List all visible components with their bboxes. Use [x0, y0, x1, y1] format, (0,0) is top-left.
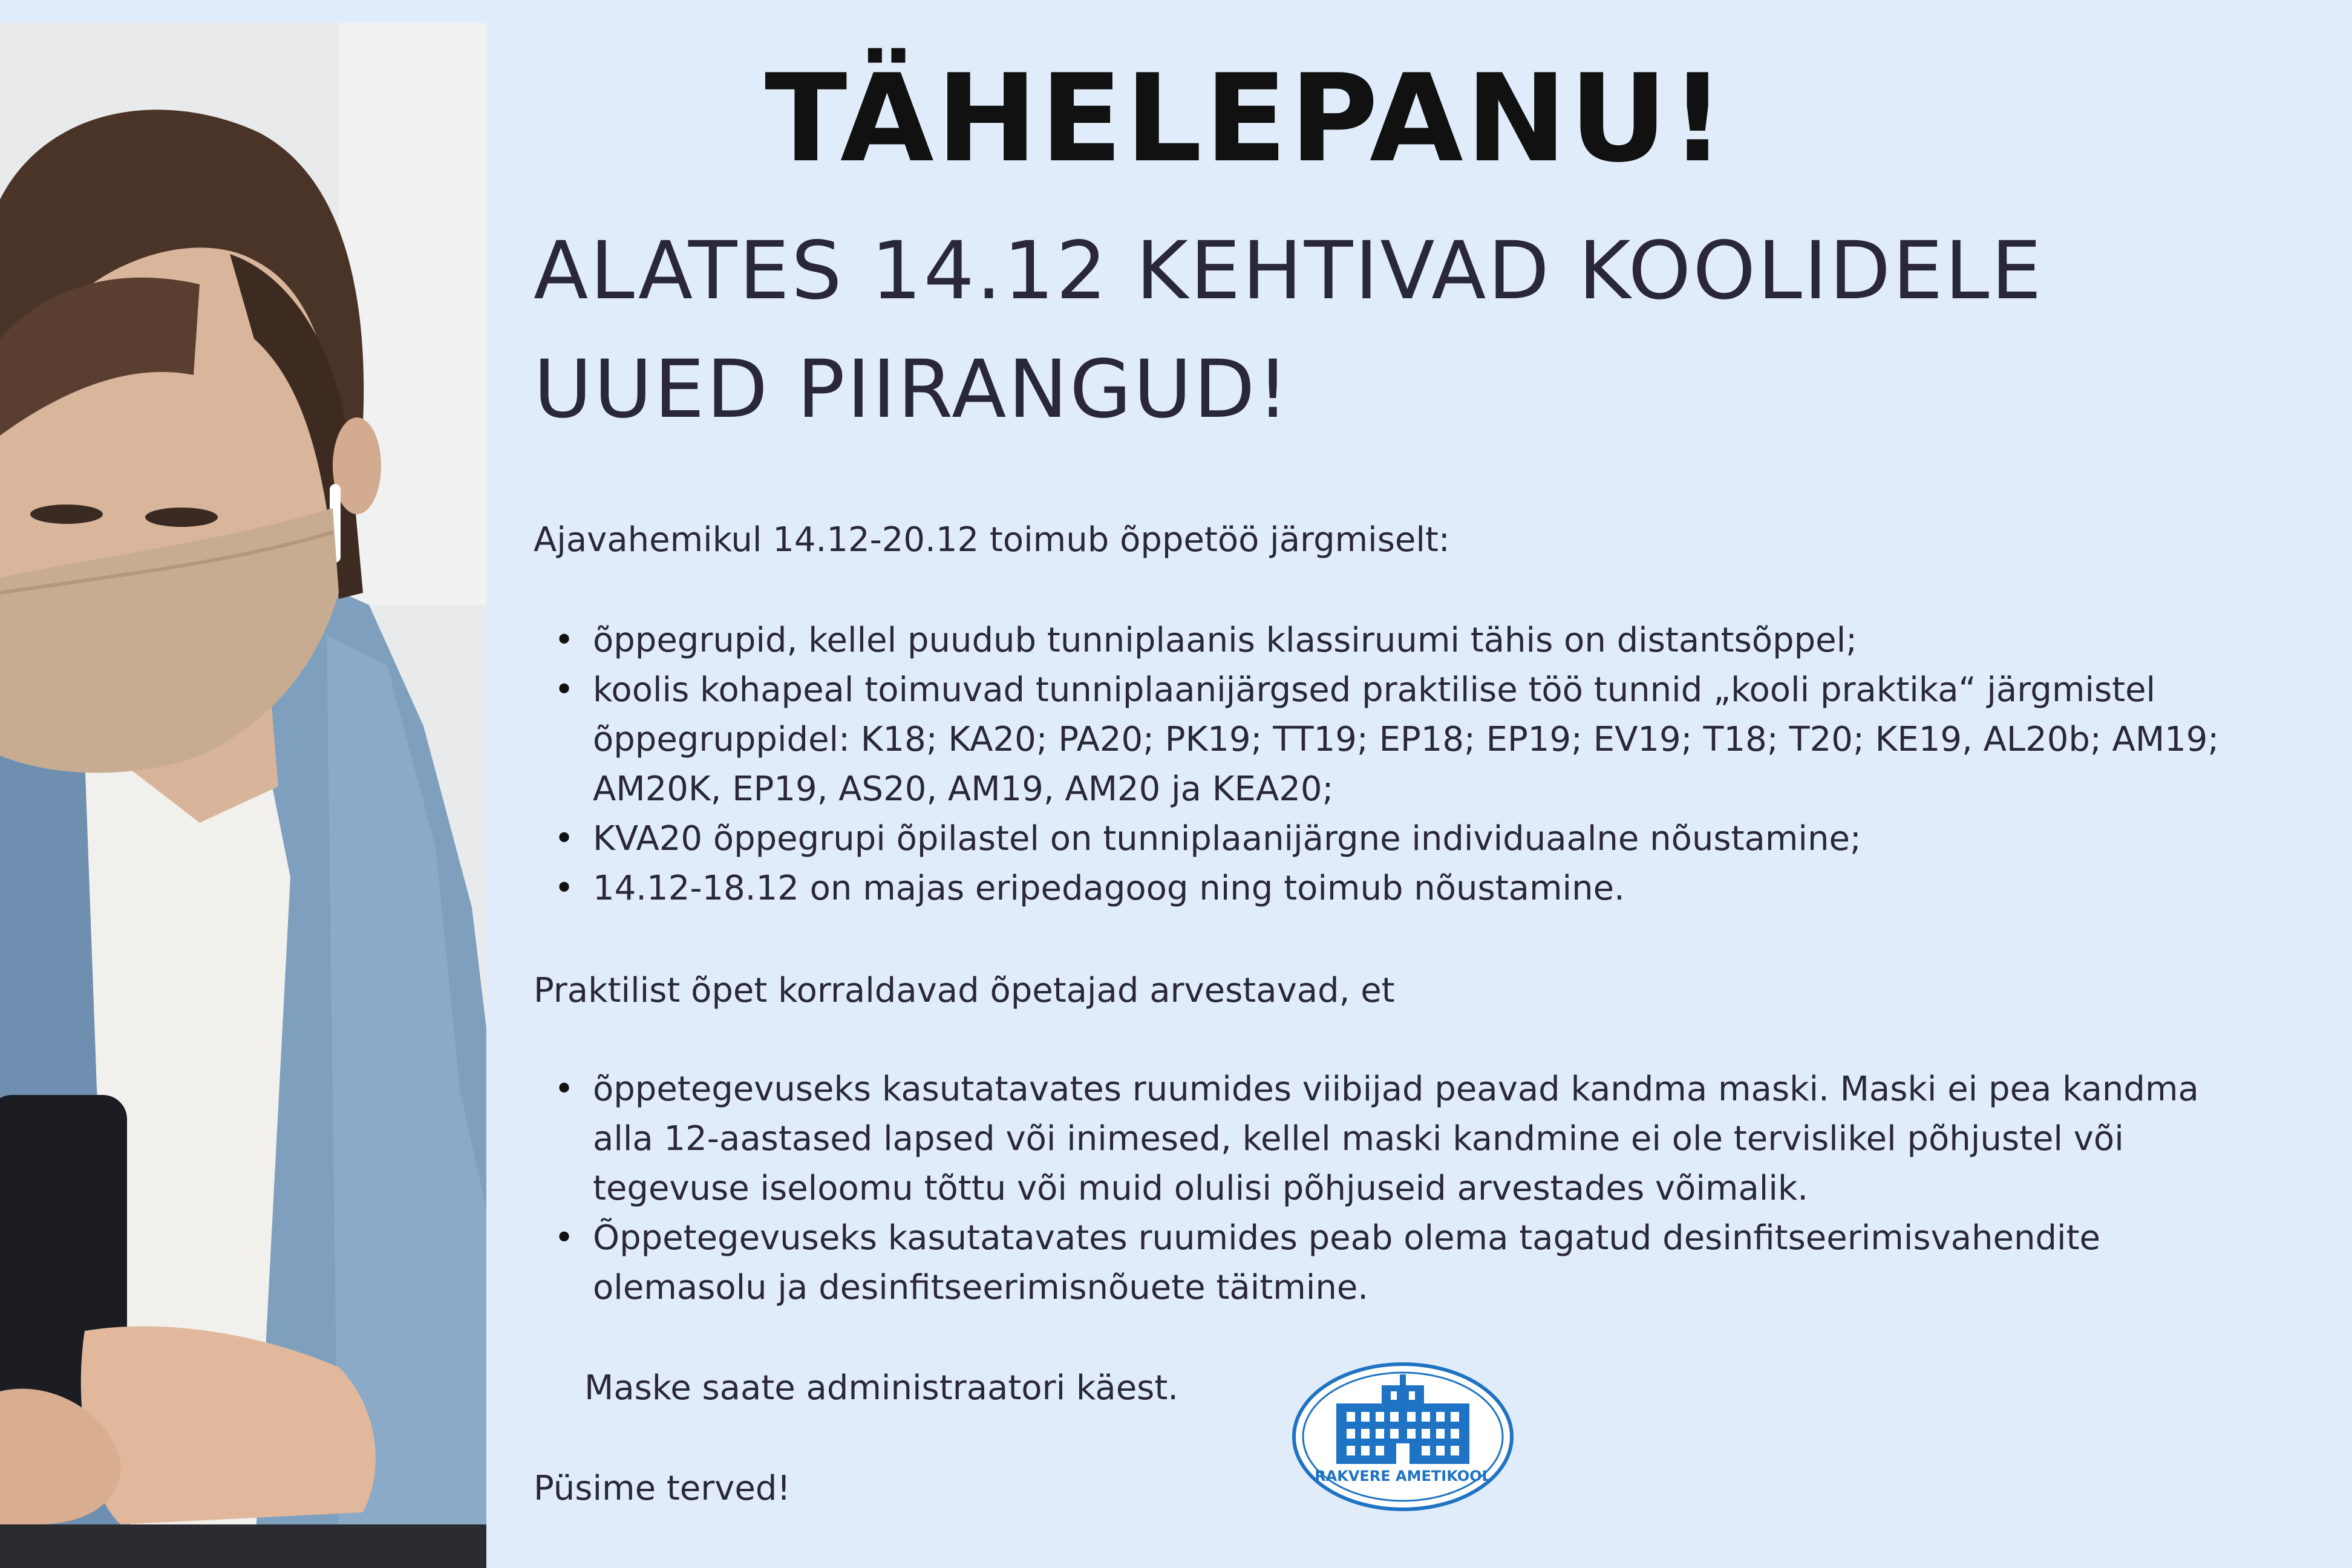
logo-text: RAKVERE AMETIKOOL [1315, 1468, 1491, 1485]
person-with-mask-photo [0, 0, 486, 1568]
rakvere-ametikool-logo [1291, 1361, 1515, 1512]
announcement-subtitle: ALATES 14.12 KEHTIVAD KOOLIDELE UUED PIIRANGUD! [534, 224, 2043, 436]
page-title: TÄHELEPANU! [765, 48, 1728, 189]
study-arrangement-list [534, 616, 2264, 913]
mask-note: Maske saate administraatori käest. [584, 1368, 1179, 1408]
school-logo [1291, 1361, 1515, 1512]
list-item: • 14.12-18.12 on majas eripedagoog ning toimub nõustamine. [534, 864, 2264, 913]
practical-intro-text: Praktilist õpet korraldavad õpetajad arvestavad, et [534, 971, 1395, 1010]
photo-illustration [0, 0, 486, 1568]
intro-text: Ajavahemikul 14.12-20.12 toimub õppetöö järgmiselt: [534, 520, 1450, 560]
list-item: • KVA20 õppegrupi õpilastel on tunniplaanijärgne individuaalne nõustamine; [534, 814, 2264, 864]
announcement-content [486, 0, 2352, 1568]
closing-text: Püsime terved! [534, 1469, 791, 1508]
list-item: • koolis kohapeal toimuvad tunniplaanijärgsed praktilise töö tunnid „kooli praktika“ järgmistel õppegruppidel: K18; KA20; PA20; PK19; TT19; EP18; EP19; EV19; T18; T20; KE19, AL20b; AM19; AM20K, EP19, AS20, AM19, AM20 ja KEA20; [534, 665, 2264, 814]
practical-rules-list [534, 1065, 2264, 1313]
list-item: • õppegrupid, kellel puudub tunniplaanis klassiruumi tähis on distantsõppel; [534, 616, 2264, 665]
photo-top-border [0, 0, 486, 23]
list-item: • õppetegevuseks kasutatavates ruumides viibijad peavad kandma maski. Maski ei pea kandma alla 12-aastased lapsed või inimesed, kellel maski kandmine ei ole tervislikel põhjustel või tegevuse iseloomu tõttu või muid olulisi põhjuseid arvestades võimalik. [534, 1065, 2264, 1214]
list-item: • Õppetegevuseks kasutatavates ruumides peab olema tagatud desinfitseerimisvahendite olemasolu ja desinfitseerimisnõuete täitmine. [534, 1214, 2264, 1313]
